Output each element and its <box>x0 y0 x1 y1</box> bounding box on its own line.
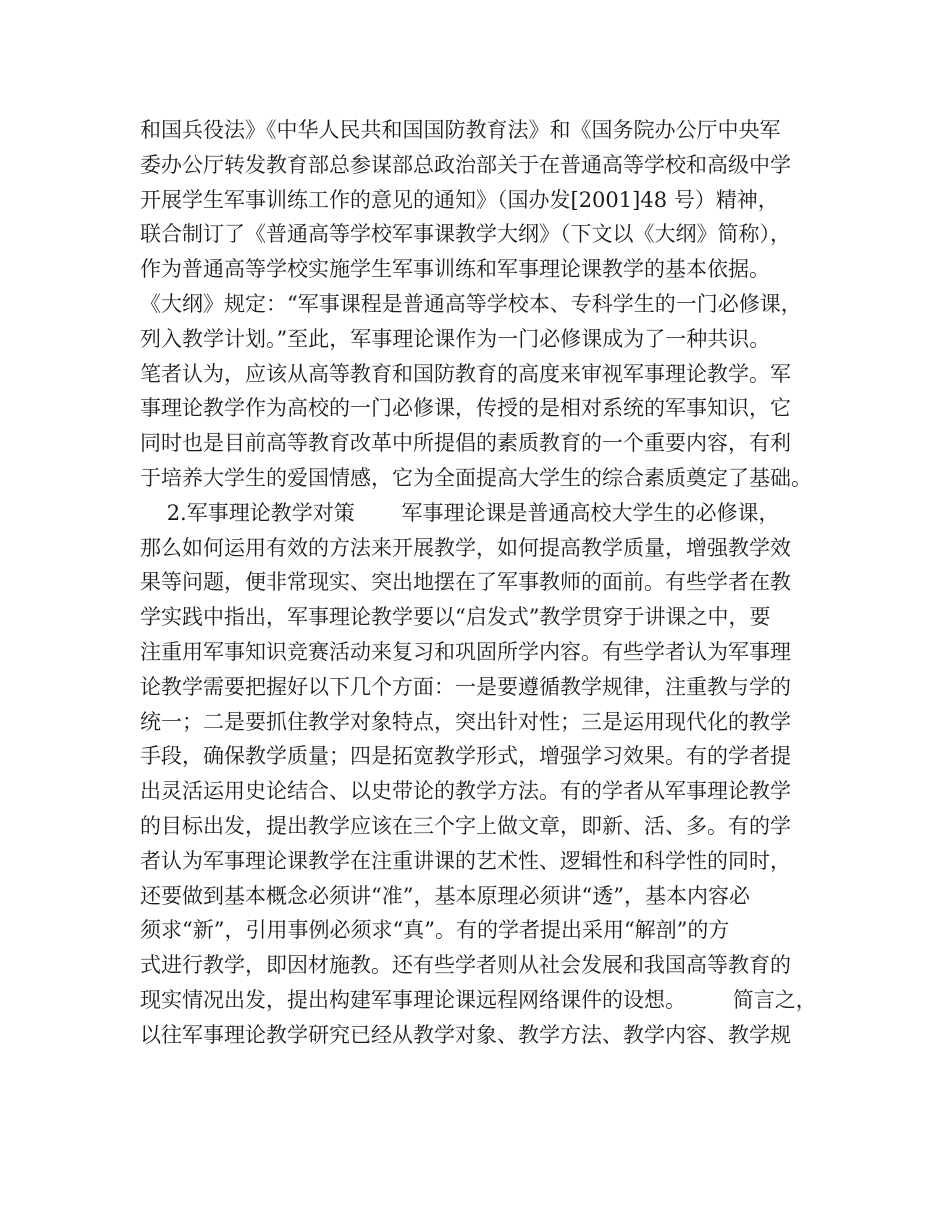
section-heading-line: 2.军事理论教学对策 军事理论课是普通高校大学生的必修课， <box>140 500 780 525</box>
text-line: 现实情况出发，提出构建军事理论课远程网络课件的设想。 简言之， <box>140 987 817 1012</box>
text-line: 那么如何运用有效的方法来开展教学，如何提高教学质量，增强教学效 <box>140 535 791 560</box>
text-line: 于培养大学生的爱国情感，它为全面提高大学生的综合素质奠定了基础。 <box>140 465 812 490</box>
text-line: 注重用军事知识竞赛活动来复习和巩固所学内容。有些学者认为军事理 <box>140 639 791 664</box>
text-line: 学实践中指出，军事理论教学要以“启发式”教学贯穿于讲课之中，要 <box>140 605 771 630</box>
text-line: 同时也是目前高等教育改革中所提倡的素质教育的一个重要内容，有利 <box>140 431 791 456</box>
text-line: 统一；二是要抓住教学对象特点，突出针对性；三是运用现代化的教学 <box>140 709 791 734</box>
text-line: 《大纲》规定：“军事课程是普通高等学校本、专科学生的一门必修课， <box>140 291 802 316</box>
text-line: 还要做到基本概念必须讲“准”，基本原理必须讲“透”，基本内容必 <box>140 883 750 908</box>
text-line: 须求“新”，引用事例必须求“真”。有的学者提出采用“解剖”的方 <box>140 918 730 943</box>
text-line: 出灵活运用史论结合、以史带论的教学方法。有的学者从军事理论教学 <box>140 779 791 804</box>
text-line: 果等问题，便非常现实、突出地摆在了军事教师的面前。有些学者在教 <box>140 570 791 595</box>
text-line: 事理论教学作为高校的一门必修课，传授的是相对系统的军事知识，它 <box>140 396 791 421</box>
text-line: 的目标出发，提出教学应该在三个字上做文章，即新、活、多。有的学 <box>140 813 791 838</box>
text-line: 列入教学计划。”至此，军事理论课作为一门必修课成为了一种共识。 <box>140 326 771 351</box>
text-line: 笔者认为，应该从高等教育和国防教育的高度来审视军事理论教学。军 <box>140 361 791 386</box>
text-line: 委办公厅转发教育部总参谋部总政治部关于在普通高等学校和高级中学 <box>140 152 791 177</box>
text-line: 作为普通高等学校实施学生军事训练和军事理论课教学的基本依据。 <box>140 257 770 282</box>
text-line: 和国兵役法》《中华人民共和国国防教育法》和《国务院办公厅中央军 <box>140 118 781 142</box>
text-line: 手段，确保教学质量；四是拓宽教学形式，增强学习效果。有的学者提 <box>140 744 791 769</box>
text-line: 联合制订了《普通高等学校军事课教学大纲》（下文以《大纲》简称）， <box>140 222 791 247</box>
text-line: 式进行教学，即因材施教。还有些学者则从社会发展和我国高等教育的 <box>140 953 791 978</box>
text-line: 开展学生军事训练工作的意见的通知》（国办发[2001]48 号）精神， <box>140 187 779 212</box>
text-line: 者认为军事理论课教学在注重讲课的艺术性、逻辑性和科学性的同时， <box>140 848 791 873</box>
text-line: 论教学需要把握好以下几个方面：一是要遵循教学规律，注重教与学的 <box>140 674 791 699</box>
body-text <box>140 113 840 1053</box>
text-line: 以往军事理论教学研究已经从教学对象、教学方法、教学内容、教学规 <box>140 1022 791 1047</box>
